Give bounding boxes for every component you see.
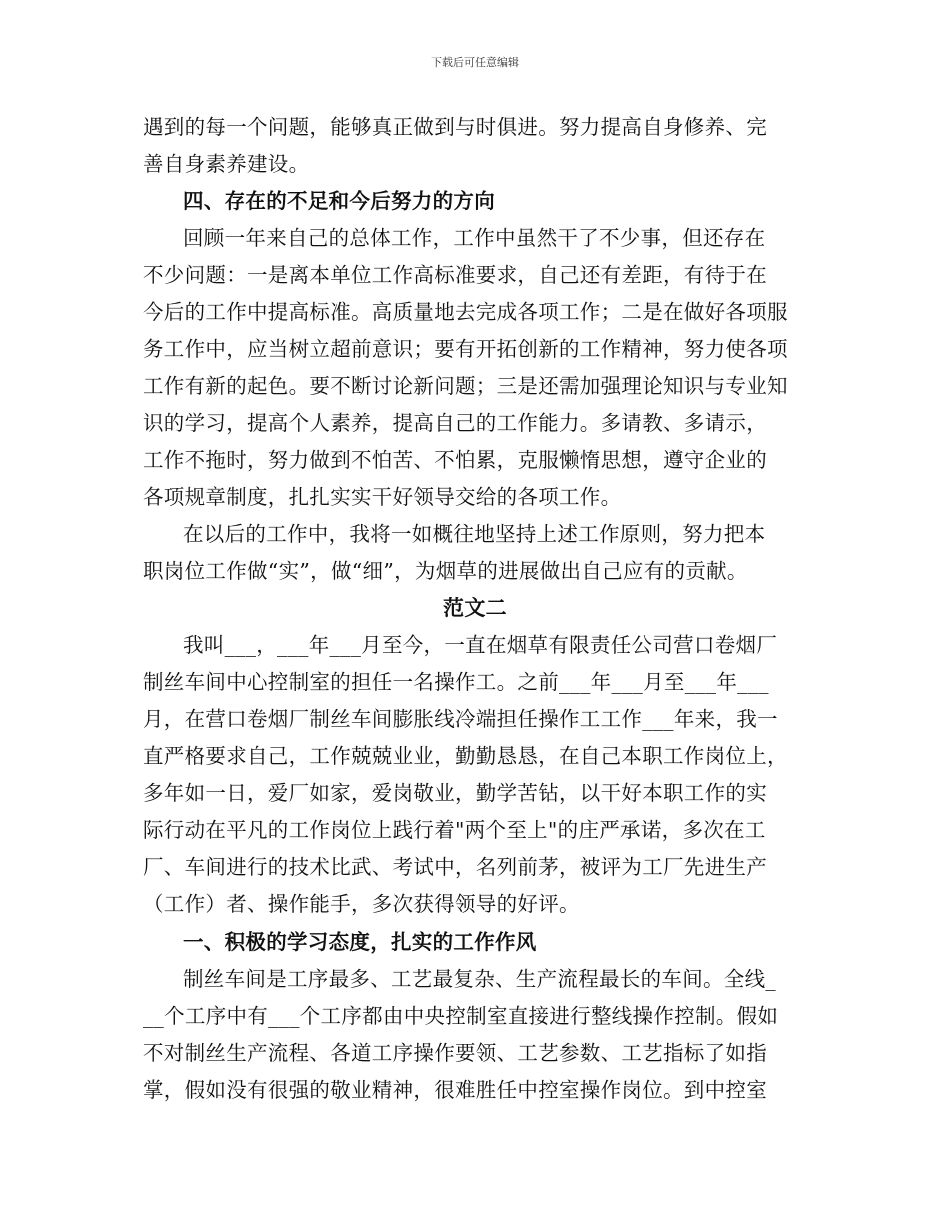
paragraph-first-line: 回顾一年来自己的总体工作，工作中虽然干了不少事，但还存在 (183, 226, 766, 250)
text-line: 掌，假如没有很强的敬业精神，很难胜任中控室操作岗位。到中控室 (143, 1078, 767, 1102)
text-line: __个工序中有___个工序都由中央控制室直接进行整线操作控制。假如 (143, 1004, 779, 1028)
text-line: 月，在营口卷烟厂制丝车间膨胀线冷端担任操作工工作___年来，我一 (143, 707, 778, 731)
text-line: 善自身素养建设。 (143, 152, 310, 176)
text-line: 际行动在平凡的工作岗位上践行着"两个至上"的庄严承诺，多次在工 (143, 818, 766, 842)
text-line: 遇到的每一个问题，能够真正做到与时俱进。努力提高自身修养、完 (143, 115, 767, 139)
page-header: 下载后可任意编辑 (431, 56, 519, 69)
section-heading: 四、存在的不足和今后努力的方向 (183, 189, 495, 213)
text-line: 厂、车间进行的技术比武、考试中，名列前茅，被评为工厂先进生产 (143, 855, 767, 879)
text-line: （工作）者、操作能手，多次获得领导的好评。 (143, 892, 580, 916)
text-line: 工作有新的起色。要不断讨论新问题；三是还需加强理论知识与专业知 (143, 374, 788, 398)
text-line: 务工作中，应当树立超前意识；要有开拓创新的工作精神，努力使各项 (143, 337, 788, 361)
section-heading: 一、积极的学习态度，扎实的工作作风 (183, 930, 537, 954)
section-title: 范文二 (443, 595, 507, 620)
text-line: 工作不拖时，努力做到不怕苦、不怕累，克服懒惰思想，遵守企业的 (143, 448, 767, 472)
paragraph-first-line: 制丝车间是工序最多、工艺最复杂、生产流程最长的车间。全线_ (183, 967, 776, 991)
text-line: 今后的工作中提高标准。高质量地去完成各项工作；二是在做好各项服 (143, 300, 788, 324)
text-line: 各项规章制度，扎扎实实干好领导交给的各项工作。 (143, 485, 622, 509)
text-line: 直严格要求自己，工作兢兢业业，勤勤恳恳，在自己本职工作岗位上， (143, 744, 788, 768)
text-line: 不对制丝生产流程、各道工序操作要领、工艺参数、工艺指标了如指 (143, 1041, 767, 1065)
text-line: 多年如一日，爱厂如家，爱岗敬业，勤学苦钻，以干好本职工作的实 (143, 781, 767, 805)
paragraph-first-line: 在以后的工作中，我将一如概往地坚持上述工作原则，努力把本 (183, 522, 766, 546)
text-line: 识的学习，提高个人素养，提高自己的工作能力。多请教、多请示， (143, 411, 767, 435)
text-line: 职岗位工作做“实”，做“细”，为烟草的进展做出自己应有的贡献。 (143, 559, 748, 583)
text-line: 不少问题：一是离本单位工作高标准要求，自己还有差距，有待于在 (143, 263, 767, 287)
text-line: 制丝车间中心控制室的担任一名操作工。之前___年___月至___年___ (143, 670, 769, 694)
paragraph-first-line: 我叫___，___年___月至今，一直在烟草有限责任公司营口卷烟厂 (183, 633, 778, 657)
